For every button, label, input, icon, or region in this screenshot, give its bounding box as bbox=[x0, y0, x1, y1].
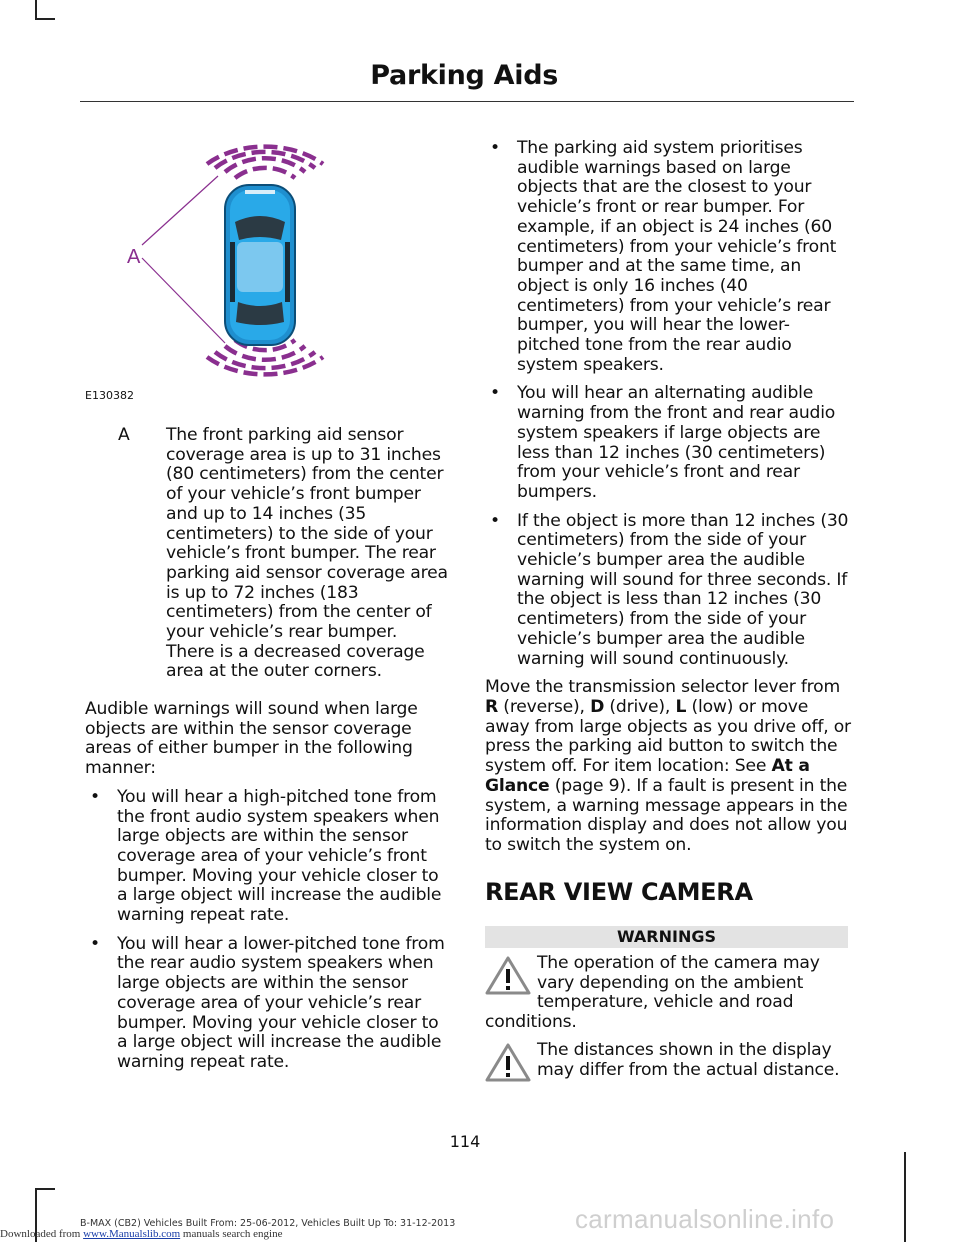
selector-paragraph: Move the transmission selector lever from R (reverse), D (drive), L (low) or move away from large objects as you drive off, or press the parking aid button to switch the system off. For item location: See At a Glance (page 9). If a fault is present in the system, a warning message appears in the information display and does not allow you to switch the system on. bbox=[485, 677, 851, 855]
legend-key: A bbox=[118, 425, 130, 445]
callout-line-rear bbox=[142, 258, 225, 343]
figure-legend bbox=[118, 426, 448, 682]
header-divider bbox=[80, 101, 854, 102]
manualslib-link[interactable]: www.Manualslib.com bbox=[83, 1228, 181, 1240]
list-item: • The parking aid system prioritises audible warnings based on large objects that are the closest to your vehicle’s front or rear bumper. For example, if an object is 24 inches (60 centimeters) from your vehicle’s front bumper and at the same time, an object is only 16 inches (40 centimeters) from your vehicle’s rear bumper, you will hear the lower-pitched tone from the rear audio system speakers. bbox=[490, 138, 837, 375]
footer-text: B-MAX (CB2) Vehicles Built From: 25-06-2012, Vehicles Built Up To: 31-12-2013 bbox=[80, 1218, 456, 1229]
car-top-view bbox=[225, 185, 295, 345]
list-item: • You will hear a high-pitched tone from the front audio system speakers when large objects are within the sensor coverage area of your vehicle’s front bumper. Moving your vehicle closer to a large object will increase the audible warning repeat rate. bbox=[90, 786, 442, 926]
list-item: • If the object is more than 12 inches (30 centimeters) from the side of your vehicle’s bumper area the audible warning will sound for three seconds. If the object is less than 12 inches (30 centimeters) from the side of your vehicle’s bumper area the audible warning will sound continuously. bbox=[490, 510, 849, 669]
crop-mark bbox=[35, 1188, 55, 1190]
list-item: • You will hear an alternating audible warning from the front and rear audio system speakers if large objects are less than 12 inches (30 centimeters) from your vehicle’s front and rear bumpers. bbox=[490, 383, 836, 502]
legend-text: The front parking aid sensor coverage area is up to 31 inches (80 centimeters) from the center of your vehicle’s front bumper and up to 14 inches (35 centimeters) to the side of your vehicle’s front bumper. The rear parking aid sensor coverage area is up to 72 inches (183 centimeters) from the center of your vehicle’s rear bumper. There is a decreased coverage area at the outer corners. bbox=[166, 425, 448, 682]
crop-mark bbox=[904, 1152, 906, 1242]
left-column bbox=[85, 700, 450, 1073]
page-number: 114 bbox=[449, 1132, 481, 1151]
crop-mark bbox=[35, 18, 55, 20]
figure-code: E130382 bbox=[85, 389, 134, 402]
warning-triangle-icon bbox=[485, 955, 531, 995]
warning-1: The operation of the camera may vary depending on the ambient temperature, vehicle and road conditions. bbox=[485, 953, 820, 1033]
callout-label: A bbox=[127, 246, 141, 268]
page-title: Parking Aids bbox=[370, 60, 558, 91]
watermark: carmanualsonline.info bbox=[575, 1204, 835, 1234]
crop-mark bbox=[35, 0, 37, 18]
warning-2: The distances shown in the display may differ from the actual distance. bbox=[485, 1041, 851, 1080]
at-a-glance-link[interactable]: At a Glance bbox=[485, 756, 810, 796]
list-item: • You will hear a lower-pitched tone from the rear audio system speakers when large objects are within the sensor coverage area of your vehicle’s rear bumper. Moving your vehicle closer to a large object will increase the audible warning repeat rate. bbox=[90, 933, 445, 1072]
section-heading: REAR VIEW CAMERA bbox=[485, 878, 753, 906]
warning-triangle-icon bbox=[485, 1042, 531, 1082]
callout-line-front bbox=[142, 176, 218, 245]
download-line: Downloaded from www.Manualslib.com manuals search engine bbox=[0, 1228, 283, 1240]
warnings-label: WARNINGS bbox=[485, 926, 848, 948]
intro-paragraph: Audible warnings will sound when large objects are within the sensor coverage areas of either bumper in the following manner: bbox=[85, 699, 418, 779]
parking-sensor-diagram bbox=[85, 130, 445, 400]
right-column bbox=[485, 139, 851, 856]
front-sensor-arcs bbox=[207, 147, 323, 178]
